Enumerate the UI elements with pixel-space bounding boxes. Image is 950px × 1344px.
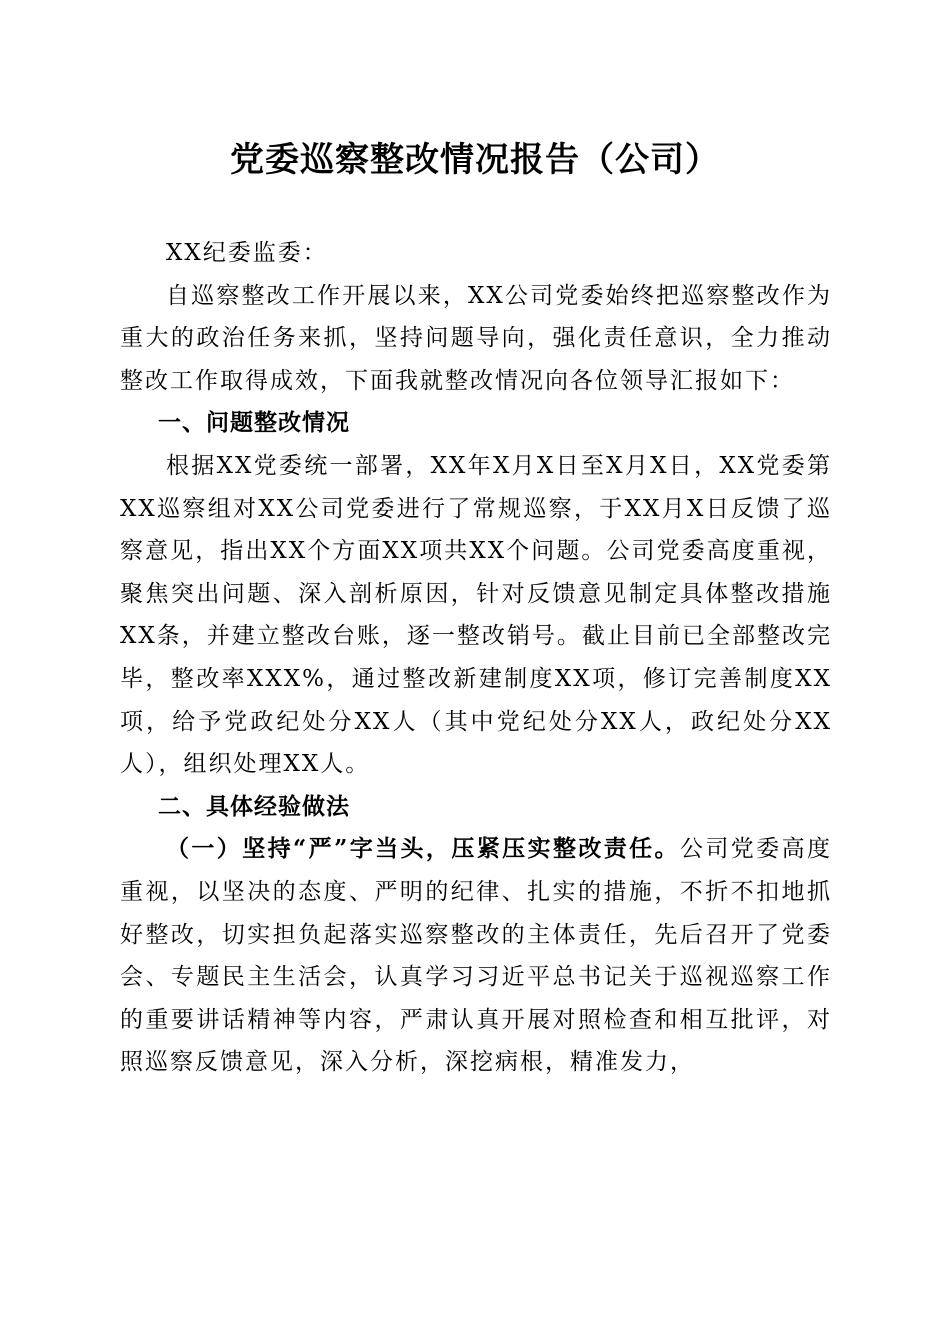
- salutation: XX纪委监委：: [166, 240, 328, 266]
- section1-heading: 一、问题整改情况: [158, 410, 350, 437]
- section2-item1-lead: （一）坚持“严”字当头，压紧压实整改责任。: [166, 835, 680, 863]
- section2-item1-paragraph: [120, 828, 832, 1084]
- section1-paragraph: 根据XX党委统一部署，XX年X月X日至X月X日，XX党委第XX巡察组对XX公司党委进行了常规巡察，于XX月X日反馈了巡察意见，指出XX个方面XX项共XX个问题。公司党委高度重视，聚焦突出问题、深入剖析原因，针对反馈意见制定具体整改措施XX条，并建立整改台账，逐一整改销号。截止目前已全部整改完毕，整改率XXX%，通过整改新建制度XX项，修订完善制度XX项，给予党政纪处分XX人（其中党纪处分XX人，政纪处分XX人），组织处理XX人。: [120, 452, 832, 778]
- document-body: [120, 232, 832, 1084]
- section2-item1-text: 公司党委高度重视，以坚决的态度、严明的纪律、扎实的措施，不折不扣地抓好整改，切实担负起落实巡察整改的主体责任，先后召开了党委会、专题民主生活会，认真学习习近平总书记关于巡视巡察工作的重要讲话精神等内容，严肃认真开展对照检查和相互批评，对照巡察反馈意见，深入分析，深挖病根，精准发力，: [120, 836, 832, 1076]
- intro-paragraph: 自巡察整改工作开展以来，XX公司党委始终把巡察整改作为重大的政治任务来抓，坚持问题导向，强化责任意识，全力推动整改工作取得成效，下面我就整改情况向各位领导汇报如下：: [120, 282, 832, 394]
- section2-heading: 二、具体经验做法: [158, 793, 350, 820]
- document-title: 党委巡察整改情况报告（公司）: [230, 140, 720, 180]
